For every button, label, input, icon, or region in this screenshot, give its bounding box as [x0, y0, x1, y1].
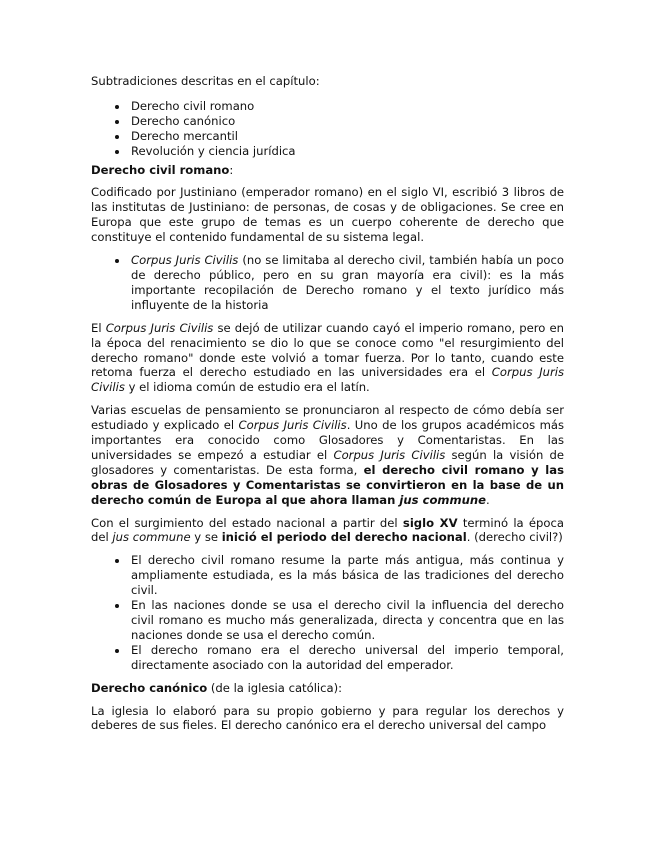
civil-paragraph-3 [91, 403, 564, 507]
list-item: • El derecho civil romano resume la parte más antigua, más continua y ampliamente estudiada, es la más básica de las tradiciones del derecho civil. [129, 553, 564, 598]
document-page [91, 74, 564, 741]
list-item [129, 253, 564, 313]
intro-text: Subtradiciones descritas en el capítulo: [91, 74, 320, 88]
text-run: Corpus Juris Civilis [238, 418, 347, 433]
list-item: • Derecho canónico [129, 114, 564, 129]
text-run: Corpus Juris Civilis [333, 447, 446, 462]
text-run: Corpus Juris Civilis [91, 365, 564, 395]
text-run: y se [190, 530, 222, 545]
section-heading-canon [91, 681, 564, 696]
text-run: Con el surgimiento del estado nacional a partir del [91, 515, 403, 530]
corpus-list [91, 253, 564, 313]
text-run: el derecho civil romano y las obras de Glosadores y Comentaristas se convirtieron en la base de un derecho común de Europa al que ahora llaman [91, 462, 564, 507]
list-item: • En las naciones donde se usa el derecho civil la influencia del derecho civil romano es mucho más generalizada, directa y concentra que en las naciones donde se usa el derecho común. [129, 598, 564, 643]
text-run: Varias escuelas de pensamiento se pronunciaron al respecto de cómo debía ser estudiado y explicado el [91, 403, 564, 433]
list-item: • Derecho mercantil [129, 129, 564, 144]
corpus-name: Corpus Juris Civilis [131, 253, 239, 268]
text-run: jus commune [112, 530, 191, 545]
text-run: jus commune [399, 492, 486, 507]
canon-heading: Derecho canónico [91, 680, 208, 695]
text-run: inició el periodo del derecho nacional [221, 530, 467, 545]
text-run: siglo XV [402, 515, 458, 530]
civil-paragraph-4 [91, 516, 564, 546]
civil-heading-colon: : [229, 162, 234, 177]
text-run: El [91, 320, 106, 335]
text-run: . Uno de los grupos académicos más importantes era conocido como Glosadores y Comentaristas. En las universidades se empezó a estudiar el [91, 418, 565, 462]
subtraditions-list [91, 99, 564, 159]
text-run: . [485, 492, 490, 507]
canon-heading-suffix: (de la iglesia católica): [207, 680, 343, 695]
text-run: y el idioma común de estudio era el latín. [124, 380, 370, 395]
text-run: se dejó de utilizar cuando cayó el imperio romano, pero en la época del renacimiento se dio lo que se conoce como "el resurgimiento del derecho romano" donde este volvió a tomar fuerza. Por lo tanto, cuando este retoma fuerza el derecho estudiado en las universidades era el [91, 320, 565, 380]
civil-paragraph-1: Codificado por Justiniano (emperador romano) en el siglo VI, escribió 3 libros de las institutas de Justiniano: de personas, de cosas y de obligaciones. Se cree en Europa que este grupo de temas es un cuerpo coherente de derecho que constituye el contenido fundamental de su sistema legal. [91, 185, 564, 245]
text-run: Corpus Juris Civilis [105, 320, 214, 335]
civil-heading: Derecho civil romano [91, 162, 230, 177]
text-run: . (derecho civil?) [466, 530, 563, 545]
section-heading-civil [91, 163, 564, 178]
corpus-desc: (no se limitaba al derecho civil, también había un poco de derecho público, pero en su gran mayoría era civil): es la más importante recopilación de Derecho romano y el texto jurídico más influyente de la historia [131, 253, 564, 312]
civil-paragraph-2 [91, 321, 564, 396]
list-item: • Derecho civil romano [129, 99, 564, 114]
text-run: según la visión de glosadores y comentaristas. De esta forma, [91, 447, 564, 477]
list-item: • Revolución y ciencia jurídica [129, 144, 564, 159]
list-item: • El derecho romano era el derecho universal del imperio temporal, directamente asociado con la autoridad del emperador. [129, 643, 564, 673]
text-run: terminó la época del [91, 515, 564, 545]
canon-paragraph-1: La iglesia lo elaboró para su propio gobierno y para regular los derechos y deberes de sus fieles. El derecho canónico era el derecho universal del campo [91, 703, 564, 733]
civil-bullets [91, 553, 564, 672]
